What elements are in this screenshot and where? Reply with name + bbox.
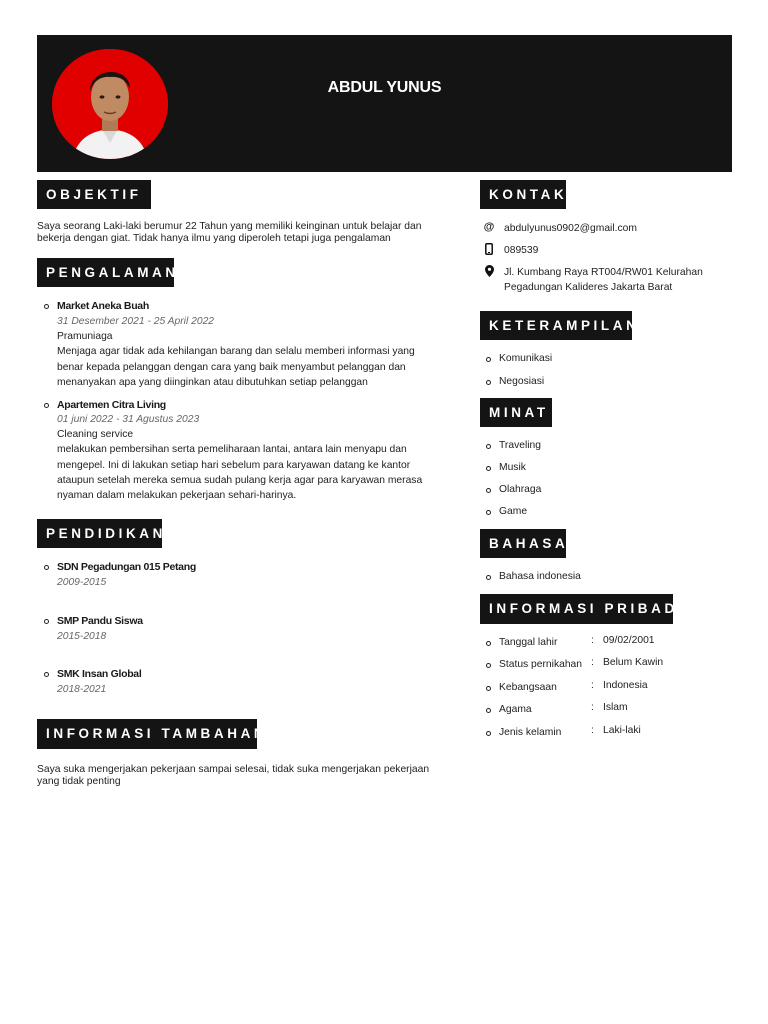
section-title-objektif: OBJEKTIF	[37, 180, 151, 209]
info-separator: :	[591, 702, 594, 714]
list-item: Olahraga	[480, 484, 732, 506]
contact-email[interactable]	[480, 221, 732, 243]
info-value: 09/02/2001	[603, 634, 655, 646]
address-text: Jl. Kumbang Raya RT004/RW01 Kelurahan Pegadungan Kalideres Jakarta Barat	[504, 267, 703, 294]
education-school: SDN Pegadungan 015 Petang	[57, 560, 196, 573]
contact-list	[480, 221, 732, 296]
experience-role: Pramuniaga	[57, 331, 113, 342]
header-banner	[37, 35, 732, 172]
info-label: Kebangsaan	[499, 681, 557, 693]
education-school: SMP Pandu Siswa	[57, 614, 143, 627]
at-icon: @	[483, 221, 495, 233]
right-column	[480, 180, 732, 749]
section-title-kontak: KONTAK	[480, 180, 566, 209]
section-title-informasi-tambahan: INFORMASI TAMBAHAN	[37, 719, 257, 749]
experience-date: 01 juni 2022 - 31 Agustus 2023	[57, 414, 200, 426]
info-label: Tanggal lahir	[499, 636, 558, 648]
person-avatar-icon	[52, 49, 168, 159]
personal-info-row	[480, 704, 732, 727]
section-title-keterampilan: KETERAMPILAN	[480, 311, 632, 340]
section-title-bahasa: BAHASA	[480, 529, 566, 558]
interests-list	[480, 440, 732, 518]
info-separator: :	[591, 724, 594, 736]
additional-info-text: Saya suka mengerjakan pekerjaan sampai selesai, tidak suka mengerjakan pekerjaan yang tidak penting	[37, 763, 430, 787]
personal-info-row	[480, 659, 732, 682]
list-item: Traveling	[480, 440, 732, 462]
list-item	[37, 667, 447, 697]
list-item: Game	[480, 506, 732, 518]
list-item: Komunikasi	[480, 353, 732, 376]
phone-icon	[483, 243, 495, 255]
info-label: Status pernikahan	[499, 659, 583, 671]
location-pin-icon	[483, 265, 495, 277]
skills-list	[480, 353, 732, 388]
list-item: Negosiasi	[480, 376, 732, 388]
personal-info-row	[480, 634, 732, 660]
phone-text: 089539	[504, 245, 539, 256]
list-item	[37, 398, 437, 503]
info-value: Belum Kawin	[603, 657, 664, 669]
list-item	[37, 614, 447, 644]
info-separator: :	[591, 657, 594, 669]
experience-description: melakukan pembersihan serta pemeliharaan lantai, antara lain menyapu dan mengepel. Ini di lakukan setiap hari sebelum para karyawan datang ke kantor ataupun setelah mereka semua sudah pulang kerja agar para karyawan merasa nyaman dalam melakukan pekerjaan sehari-harinya.	[57, 444, 423, 502]
contact-phone	[480, 243, 732, 265]
info-label: Jenis kelamin	[499, 726, 562, 738]
section-title-pengalaman: PENGALAMAN	[37, 258, 174, 287]
experience-list	[37, 299, 437, 504]
info-value: Indonesia	[603, 679, 648, 691]
education-years: 2018-2021	[57, 683, 107, 695]
info-value: Laki-laki	[603, 724, 641, 736]
section-title-minat: MINAT	[480, 398, 552, 427]
experience-role: Cleaning service	[57, 429, 134, 441]
section-title-informasi-pribadi: INFORMASI PRIBADI	[480, 594, 673, 624]
list-item	[37, 560, 447, 590]
list-item: Bahasa indonesia	[480, 571, 732, 583]
left-column	[37, 180, 447, 788]
experience-title: Apartemen Citra Living	[57, 399, 166, 412]
personal-info-row	[480, 724, 732, 750]
section-title-pendidikan: PENDIDIKAN	[37, 519, 162, 548]
education-list	[37, 560, 447, 697]
info-value: Islam	[603, 702, 628, 714]
education-years: 2015-2018	[57, 630, 107, 642]
full-name: ABDUL YUNUS	[327, 79, 442, 96]
list-item: Musik	[480, 462, 732, 484]
personal-info-list	[480, 634, 732, 750]
experience-date: 31 Desember 2021 - 25 April 2022	[57, 316, 215, 327]
contact-address	[480, 265, 732, 296]
experience-description: Menjaga agar tidak ada kehilangan barang dan selalu memberi informasi yang benar kepada pelanggan dengan cara yang baik menyambut pelanggan dan menanyakan apa yang diinginkan atau dibutuhkan setiap pelanggan	[57, 346, 415, 388]
profile-photo	[52, 49, 168, 159]
experience-title: Market Aneka Buah	[57, 300, 149, 312]
info-separator: :	[591, 634, 594, 646]
info-separator: :	[591, 679, 594, 691]
objective-text: Saya seorang Laki-laki berumur 22 Tahun yang memiliki keinginan untuk belajar dan bekerja dengan giat. Tidak hanya ilmu yang diperoleh tetapi juga pengalaman	[37, 221, 422, 244]
info-label: Agama	[499, 704, 532, 716]
education-years: 2009-2015	[57, 576, 107, 588]
personal-info-row	[480, 679, 732, 705]
email-text: abdulyunus0902@gmail.com	[504, 223, 637, 234]
languages-list	[480, 571, 732, 583]
education-school: SMK Insan Global	[57, 667, 142, 680]
list-item	[37, 299, 437, 390]
